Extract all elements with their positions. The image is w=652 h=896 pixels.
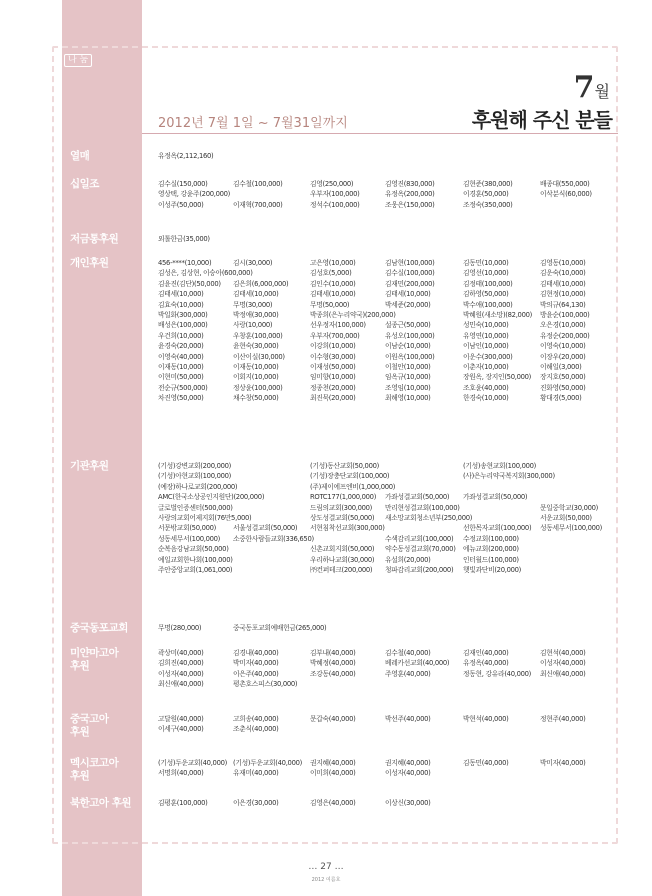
donor-entry: 이성자(40,000): [540, 659, 586, 668]
donor-entry: 이강희(10,000): [310, 342, 356, 351]
donor-entry: 고은영(10,000): [310, 259, 356, 267]
donor-entry: 조웅은(150,000): [385, 200, 435, 209]
donor-entry: 김영동(10,000): [540, 259, 586, 267]
donor-entry: 서운교회(50,000): [540, 514, 592, 522]
donor-entry: 평촌호스피스(30,000): [233, 680, 298, 689]
donor-entry: 김윤진(김단)(50,000): [158, 279, 221, 288]
donor-entry: 이삭분식(60,000): [540, 190, 592, 199]
donor-entry: (사)은누리약국복지회(300,000): [463, 472, 555, 481]
donor-entry: 황대경(5,000): [540, 394, 582, 403]
donor-entry: 청파감리교회(200,000): [385, 566, 454, 574]
donor-entry: 우건희(10,000): [158, 331, 204, 340]
donor-entry: 서현침착선교회(300,000): [310, 524, 385, 533]
donor-entry: 김재인(40,000): [463, 649, 509, 657]
donor-entry: 진화영(50,000): [540, 383, 586, 392]
donor-entry: 정상윤(100,000): [233, 383, 283, 392]
donor-entry: (기성)아현교회(100,000): [158, 472, 232, 481]
donor-entry: 이성주(50,000): [158, 200, 204, 209]
donor-entry: 정동현, 강유라(40,000): [463, 669, 532, 678]
donor-entry: 곽상미(40,000): [158, 649, 204, 657]
page-title: 후원해 주신 분들: [471, 108, 612, 132]
donor-entry: 성동세무서(100,000): [158, 534, 221, 543]
donor-entry: ROTC177(1,000,000): [310, 493, 377, 502]
donor-entry: 가좌성결교회(50,000): [385, 493, 450, 502]
donor-entry: 무명(30,000): [233, 300, 273, 309]
donor-entry: 성민숙(10,000): [463, 321, 509, 330]
donor-entry: (기성)장충단교회(100,000): [310, 472, 390, 481]
donor-entry: 김수철(40,000): [385, 649, 431, 657]
section-label: [70, 257, 152, 270]
donor-entry: 이회지(10,000): [233, 373, 279, 382]
donor-entry: 이철안(10,000): [385, 363, 431, 371]
donor-entry: 박세준(20,000): [385, 300, 431, 309]
month-heading: [574, 70, 610, 105]
donor-entry: 문일중학교(30,000): [540, 503, 599, 512]
donor-entry: 김영(250,000): [310, 180, 354, 188]
donor-entry: (기성)동산교회(50,000): [310, 462, 379, 470]
donor-entry: 권지혜(40,000): [385, 759, 431, 767]
donor-entry: 김동민(10,000): [463, 259, 509, 267]
section-label-line: 미얀마고아: [70, 647, 119, 659]
donor-entry: 이상신(30,000): [385, 799, 431, 807]
donor-entry: 김수철(100,000): [233, 180, 283, 188]
donor-entry: 유재미(40,000): [233, 769, 279, 778]
donor-entry: 박현석(40,000): [463, 715, 509, 723]
donor-entry: 박종희(은누리약국)(200,000): [310, 311, 396, 319]
donor-entry: 김영선(10,000): [463, 269, 509, 278]
donor-entry: 우부자(100,000): [310, 190, 360, 199]
donor-entry: ㈜컨퍼테크(200,000): [310, 566, 373, 574]
donor-entry: 햇빛과단비(20,000): [463, 566, 522, 574]
donor-entry: 김경내(40,000): [233, 649, 279, 657]
donor-entry: 전순규(500,000): [158, 383, 208, 392]
donor-entry: 박일화(300,000): [158, 311, 208, 319]
footer-text: 2012 여름호: [311, 877, 341, 883]
donor-entry: 임미향(10,000): [310, 373, 356, 382]
donor-entry: 채수창(50,000): [233, 394, 279, 403]
date-range: 2012년 7월 1일 ~ 7월31일까지: [158, 116, 348, 131]
donor-entry: 외톨한금(35,000): [158, 235, 210, 243]
section-label-line: 십일조: [70, 178, 99, 190]
section-label-line: 기관후원: [70, 460, 109, 472]
donor-entry: 이재혁(700,000): [233, 200, 283, 209]
donor-entry: 김현준(380,000): [463, 180, 513, 188]
donor-entry: 이춘자(10,000): [463, 363, 509, 371]
donor-entry: 김태세(10,000): [158, 290, 204, 299]
donor-entry: 김평훈(100,000): [158, 799, 208, 807]
donor-entry: 조춘식(40,000): [233, 725, 279, 734]
donor-entry: 사랑(10,000): [233, 321, 273, 330]
donor-entry: (주)제이에프엔비(1,000,000): [310, 482, 396, 491]
donor-entry: 유성오(100,000): [385, 331, 435, 340]
title-rule: [142, 133, 618, 134]
donor-entry: 김시(30,000): [233, 259, 273, 267]
donor-entry: 윤현숙(30,000): [233, 342, 279, 351]
donor-entry: 이세구(40,000): [158, 725, 204, 734]
donor-entry: 김희진(40,000): [158, 659, 204, 668]
donor-entry: 우부자(700,000): [310, 331, 360, 340]
section-label-line: 중국고아: [70, 713, 109, 725]
donor-entry: 최진묵(20,000): [310, 394, 356, 403]
donor-entry: 유영연(10,000): [463, 331, 509, 340]
donor-entry: 설종근(50,000): [385, 321, 431, 330]
donor-entry: 이현미(50,000): [158, 373, 204, 382]
donor-entry: 이운수(300,000): [463, 352, 513, 361]
donor-entry: 이원옥(100,000): [385, 352, 435, 361]
donor-entry: AMC(한국소상공인지원단)(200,000): [158, 493, 265, 502]
donor-entry: 유정옥(40,000): [463, 659, 509, 668]
section-label: [70, 178, 152, 191]
section-label: [70, 713, 152, 739]
donor-entry: 박수애(100,000): [463, 300, 513, 309]
donor-entry: 박의규(64,130): [540, 300, 586, 309]
donor-entry: 김부내(40,000): [310, 649, 356, 657]
donor-entry: 이성자(40,000): [158, 669, 204, 678]
donor-entry: 베레카선교회(40,000): [385, 659, 450, 668]
donor-entry: 유정옥(200,000): [385, 190, 435, 199]
donor-entry: 유정옥(2,112,160): [158, 152, 214, 160]
donor-entry: 이경훈(50,000): [463, 190, 509, 199]
donor-entry: 주안중앙교회(1,061,000): [158, 566, 233, 574]
donor-entry: 글로벌인증센터(500,000): [158, 503, 233, 512]
donor-entry: 고희송(40,000): [233, 715, 279, 723]
donor-entry: 유정순(200,000): [540, 331, 590, 340]
donor-entry: 김태세(10,000): [233, 290, 279, 299]
donor-entry: 456-****(10,000): [158, 259, 212, 267]
donor-entry: 이남순(10,000): [385, 342, 431, 351]
donor-entry: 이성자(40,000): [385, 769, 431, 778]
donor-entry: 이장우(20,000): [540, 352, 586, 361]
donor-entry: 김운숙(10,000): [540, 269, 586, 278]
donor-entry: 오은경(10,000): [540, 321, 586, 330]
donor-entry: 서울성결교회(50,000): [233, 524, 298, 533]
donor-entry: 에뉴교회(200,000): [463, 545, 519, 554]
donor-entry: 영상택, 강윤주(200,000): [158, 190, 231, 199]
donor-entry: 인터월드(100,000): [463, 555, 519, 564]
donor-entry: 방윤순(100,000): [540, 311, 590, 319]
section-label: [70, 797, 152, 810]
donor-entry: (기성)송현교회(100,000): [463, 462, 537, 470]
donor-entry: 서문밖교회(50,000): [158, 524, 217, 533]
donor-entry: 배성은(100,000): [158, 321, 208, 330]
donor-entry: 박미자(40,000): [233, 659, 279, 668]
donor-entry: 한경숙(10,000): [463, 394, 509, 403]
donor-entry: 이미희(40,000): [310, 769, 356, 778]
donor-entry: 무명(50,000): [310, 300, 350, 309]
donor-entry: 신촌교회지회(50,000): [310, 545, 375, 554]
donor-entry: 김은희(6,000,000): [233, 279, 289, 288]
donor-entry: 조영임(10,000): [385, 383, 431, 392]
donor-entry: 이재성(50,000): [310, 363, 356, 371]
donor-entry: 무명(280,000): [158, 624, 202, 632]
donor-entry: 김태세(10,000): [540, 279, 586, 288]
donor-entry: 서명희(40,000): [158, 769, 204, 778]
donor-entry: 김태세(10,000): [310, 290, 356, 299]
donor-entry: 이은주(40,000): [233, 669, 279, 678]
donor-entry: (기성)두운교회(40,000): [233, 759, 302, 767]
donor-entry: 김남현(100,000): [385, 259, 435, 267]
section-label-line: 열매: [70, 150, 90, 162]
section-label-line: 북한고아 후원: [70, 797, 132, 809]
donor-entry: 이영숙(40,000): [158, 352, 204, 361]
donor-entry: 이산이실(30,000): [233, 352, 285, 361]
donor-entry: 우리하나교회(30,000): [310, 555, 375, 564]
section-label-line: 중국동포교회: [70, 622, 128, 634]
donor-entry: 박정애(30,000): [233, 311, 279, 319]
donor-entry: 장지호(50,000): [540, 373, 586, 382]
donor-entry: 수색감리교회(100,000): [385, 534, 454, 543]
section-label-line: 멕시코고아: [70, 757, 119, 769]
donor-entry: 가좌성결교회(50,000): [463, 493, 528, 502]
donor-entry: 임옥규(10,000): [385, 373, 431, 382]
donor-entry: 조호윤(40,000): [463, 383, 509, 392]
donor-entry: (기성)두운교회(40,000): [158, 759, 227, 767]
donor-entry: 조정숙(350,000): [463, 200, 513, 209]
donor-entry: 이해일(3,000): [540, 363, 582, 371]
donor-entry: 김수실(100,000): [385, 269, 435, 278]
donor-entry: 김동민(40,000): [463, 759, 509, 767]
donor-entry: 김태세(10,000): [385, 290, 431, 299]
donor-entry: 김효숙(10,000): [158, 300, 204, 309]
month-number: 7: [573, 70, 595, 105]
donor-entry: 김인수(10,000): [310, 279, 356, 288]
donor-entry: 김현정(10,000): [540, 290, 586, 299]
section-label: [70, 757, 152, 783]
corner-label: 나 눔: [64, 54, 92, 67]
donor-entry: 예일교회한나회(100,000): [158, 555, 233, 564]
section-label-line: 저금통후원: [70, 233, 119, 245]
donor-entry: 사랑의교회어제지회(76만5,000): [158, 514, 252, 522]
donor-entry: 고달원(40,000): [158, 715, 204, 723]
section-label-line: 후원: [70, 726, 90, 738]
section-label: [70, 460, 152, 473]
donor-entry: 성동세무서(100,000): [540, 524, 603, 533]
section-label-line: 개인후원: [70, 257, 109, 269]
section-label-line: 후원: [70, 660, 90, 672]
page-number: … 27 …: [308, 862, 344, 872]
section-label: [70, 233, 152, 246]
donor-entry: 김성은, 김상현, 이승아(600,000): [158, 269, 253, 278]
donor-entry: 최신애(40,000): [540, 669, 586, 678]
donor-entry: 김현석(40,000): [540, 649, 586, 657]
donor-entry: 상도성결교회(50,000): [310, 514, 375, 522]
donor-entry: 장원옥, 장지인(50,000): [463, 373, 532, 382]
donor-entry: 수정교회(100,000): [463, 534, 519, 543]
donor-entry: 김영진(830,000): [385, 180, 435, 188]
donor-entry: 김영은(40,000): [310, 799, 356, 807]
donor-entry: 박혜원(새소망)(82,000): [463, 311, 532, 319]
donor-entry: 이은경(30,000): [233, 799, 279, 807]
donor-entry: 이재동(10,000): [233, 363, 279, 371]
section-label: [70, 150, 152, 163]
donor-entry: 김하영(50,000): [463, 290, 509, 299]
donor-entry: 김성호(5,000): [310, 269, 352, 278]
donor-entry: 이남인(10,000): [463, 342, 509, 351]
donor-entry: 박선주(40,000): [385, 715, 431, 723]
donor-entry: 이재동(10,000): [158, 363, 204, 371]
donor-entry: 박혜정(40,000): [310, 659, 356, 668]
donor-entry: 주영훈(40,000): [385, 669, 431, 678]
donor-entry: 최신애(40,000): [158, 680, 204, 689]
section-label: [70, 647, 152, 673]
month-suffix: 월: [594, 82, 610, 101]
donor-entry: 새소망교회청소년부(250,000): [385, 514, 473, 522]
donor-entry: (기성)강변교회(200,000): [158, 462, 232, 470]
donor-entry: 김재민(200,000): [385, 279, 435, 288]
donor-entry: 차진영(50,000): [158, 394, 204, 403]
donor-entry: 중국동포교회예배헌금(265,000): [233, 624, 327, 632]
donor-entry: 약수동성결교회(70,000): [385, 545, 456, 554]
section-label: [70, 622, 152, 635]
donor-entry: (예장)하나로교회(200,000): [158, 482, 238, 491]
donor-entry: 순복음강남교회(50,000): [158, 545, 229, 554]
donor-entry: 정석수(100,000): [310, 200, 360, 209]
donor-entry: 김정태(100,000): [463, 279, 513, 288]
donor-entry: 이수형(30,000): [310, 352, 356, 361]
donor-entry: 문갑숙(40,000): [310, 715, 356, 723]
donor-entry: 김수실(150,000): [158, 180, 208, 188]
donor-entry: 소중한사람들교회(336,650): [233, 534, 314, 543]
donor-entry: 선한목자교회(100,000): [463, 524, 532, 533]
donor-entry: 우창훈(100,000): [233, 331, 283, 340]
donor-entry: 드림의교회(300,000): [310, 503, 373, 512]
section-label-line: 후원: [70, 770, 90, 782]
donor-entry: 권지혜(40,000): [310, 759, 356, 767]
donor-entry: 정현주(40,000): [540, 715, 586, 723]
donor-entry: 최해영(10,000): [385, 394, 431, 403]
donor-entry: 유설희(20,000): [385, 555, 431, 564]
donor-entry: 윤경숙(20,000): [158, 342, 204, 351]
donor-entry: 만리현성결교회(100,000): [385, 503, 460, 512]
donor-entry: 선우정자(100,000): [310, 321, 366, 330]
donor-entry: 조강동(40,000): [310, 669, 356, 678]
donor-entry: 배종대(550,000): [540, 180, 590, 188]
donor-entry: 이영숙(10,000): [540, 342, 586, 351]
donor-entry: 정종천(20,000): [310, 383, 356, 392]
donor-entry: 박미자(40,000): [540, 759, 586, 767]
